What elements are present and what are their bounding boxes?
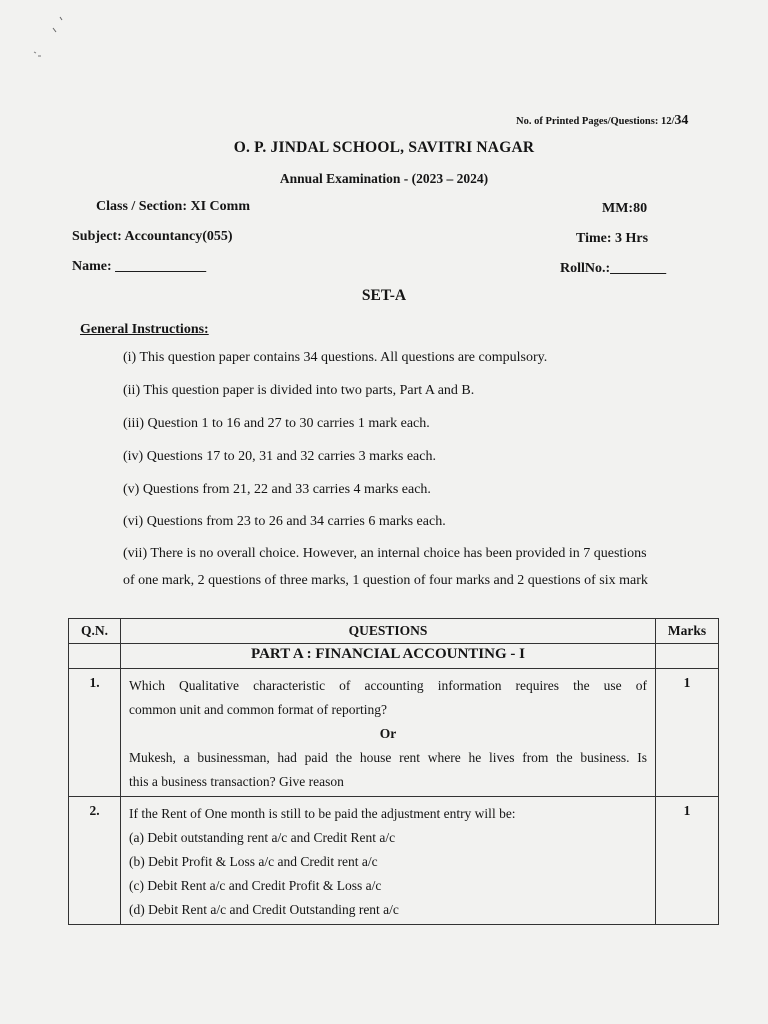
exam-title: Annual Examination - (2023 – 2024) <box>279 171 489 186</box>
question-line: Mukesh, a businessman, had paid the house rent where he lives from the business. Is <box>129 750 647 765</box>
table-row <box>69 797 719 925</box>
set-label: SET-A <box>361 287 407 304</box>
printed-pages-count: 34 <box>674 113 689 128</box>
instruction-item-continued: of one mark, 2 questions of three marks, 1 question of four marks and 2 questions of six mark <box>123 573 648 588</box>
or-separator: Or <box>379 726 397 741</box>
question-text <box>121 669 656 797</box>
time-allowed: Time: 3 Hrs <box>576 231 649 246</box>
max-marks: MM:80 <box>602 201 648 216</box>
question-line: this a business transaction? Give reason <box>129 774 344 789</box>
name-field: Name: _____________ <box>72 259 207 274</box>
option-d: (d) Debit Rent a/c and Credit Outstanding rent a/c <box>129 902 399 917</box>
header-marks: Marks <box>656 619 719 644</box>
question-line: common unit and common format of reporting? <box>129 702 387 717</box>
class-section: Class / Section: XI Comm <box>96 199 250 214</box>
instruction-item: (v) Questions from 21, 22 and 33 carries 4 marks each. <box>123 482 431 497</box>
part-a-row <box>69 644 719 669</box>
question-text <box>121 797 656 925</box>
empty-cell <box>69 644 121 669</box>
question-table <box>68 618 719 925</box>
roll-number-field: RollNo.:________ <box>560 261 667 276</box>
empty-cell <box>656 644 719 669</box>
general-instructions-title: General Instructions: <box>80 322 209 337</box>
instruction-item: (vii) There is no overall choice. However, an internal choice has been provided in 7 questions <box>123 546 647 561</box>
question-marks: 1 <box>656 669 719 797</box>
instruction-item: (vi) Questions from 23 to 26 and 34 carries 6 marks each. <box>123 514 446 529</box>
table-row <box>69 669 719 797</box>
question-line: Which Qualitative characteristic of accounting information requires the use of <box>129 678 647 693</box>
question-number: 1. <box>69 669 121 797</box>
table-header-row <box>69 619 719 644</box>
school-name: O. P. JINDAL SCHOOL, SAVITRI NAGAR <box>233 139 535 156</box>
question-line: If the Rent of One month is still to be paid the adjustment entry will be: <box>129 806 516 821</box>
question-number: 2. <box>69 797 121 925</box>
header-questions: QUESTIONS <box>121 619 656 644</box>
part-a-heading: PART A : FINANCIAL ACCOUNTING - I <box>121 644 656 669</box>
option-a: (a) Debit outstanding rent a/c and Credit Rent a/c <box>129 830 396 845</box>
instruction-item: (i) This question paper contains 34 questions. All questions are compulsory. <box>123 350 548 365</box>
instruction-item: (iii) Question 1 to 16 and 27 to 30 carries 1 mark each. <box>123 416 430 431</box>
instruction-item: (iv) Questions 17 to 20, 31 and 32 carries 3 marks each. <box>123 449 436 464</box>
printed-pages-note: No. of Printed Pages/Questions: 12/34 <box>516 113 689 128</box>
subject: Subject: Accountancy(055) <box>72 229 233 244</box>
scan-speck-marks <box>28 12 68 62</box>
option-b: (b) Debit Profit & Loss a/c and Credit rent a/c <box>129 854 378 869</box>
instruction-item: (ii) This question paper is divided into two parts, Part A and B. <box>123 383 475 398</box>
question-marks: 1 <box>656 797 719 925</box>
option-c: (c) Debit Rent a/c and Credit Profit & Loss a/c <box>129 878 382 893</box>
header-qn: Q.N. <box>69 619 121 644</box>
